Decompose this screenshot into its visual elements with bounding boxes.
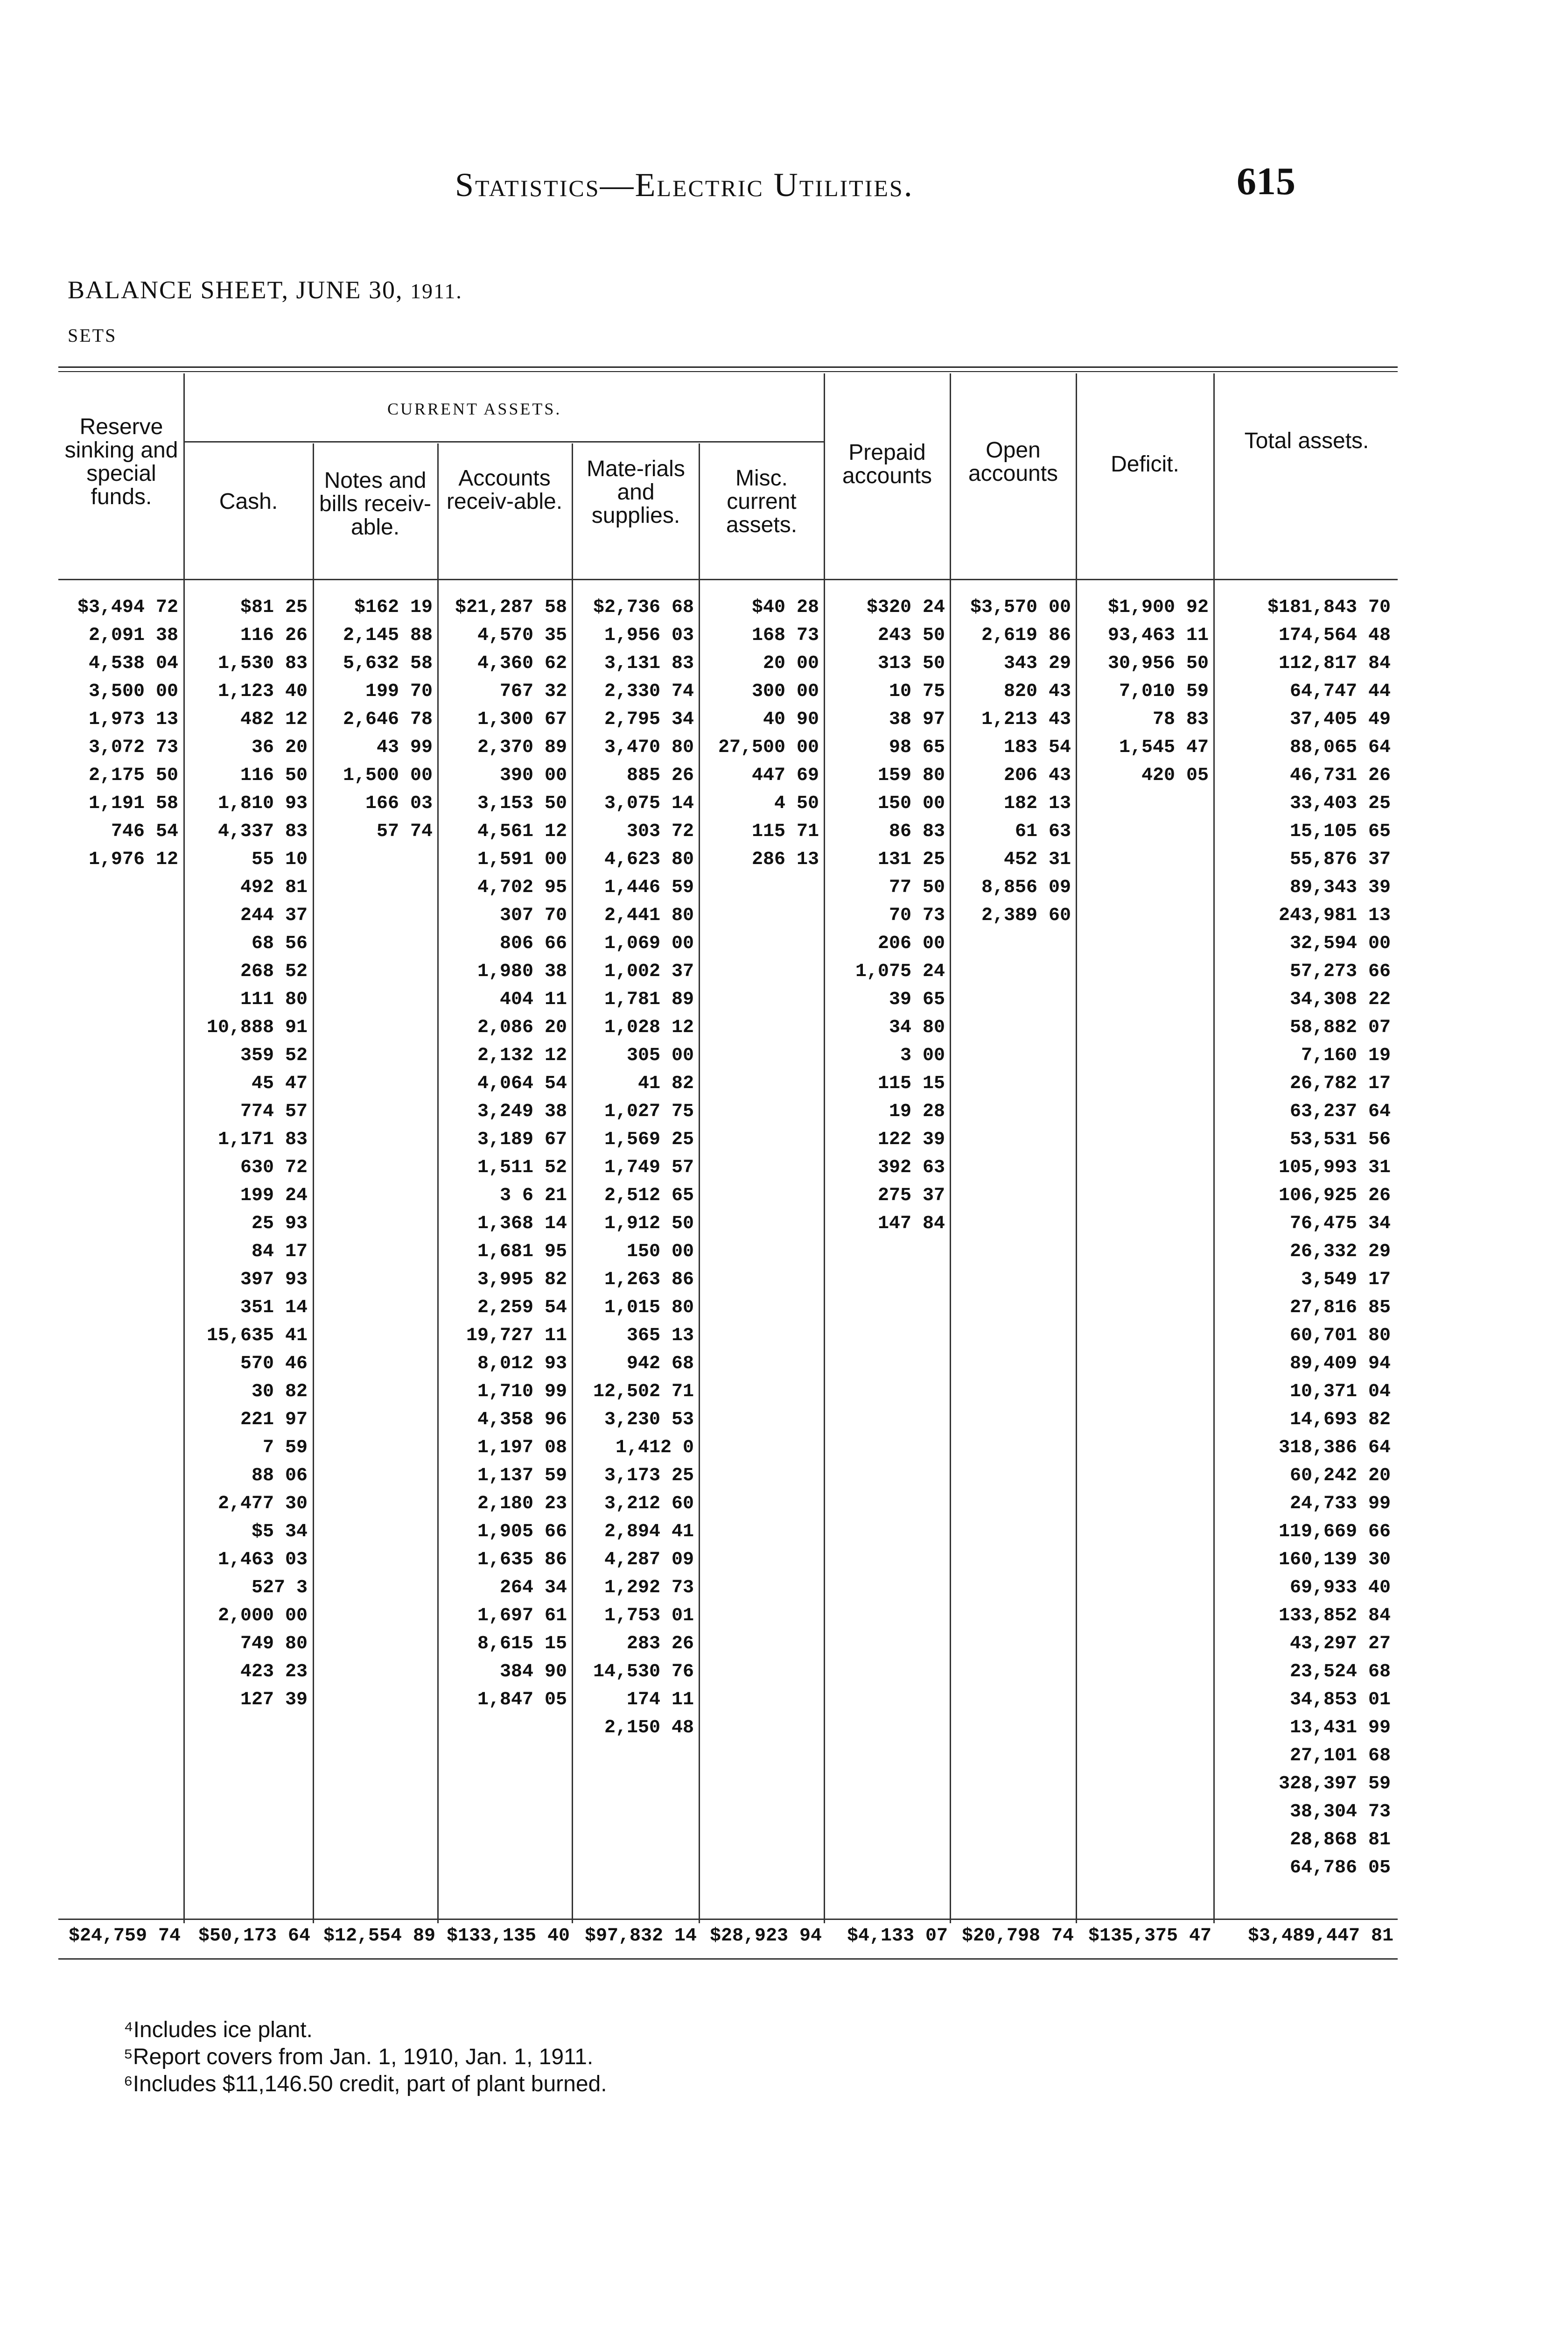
table-cell: 93,463 11 (1107, 625, 1209, 646)
table-cell: 57,273 66 (1289, 961, 1391, 982)
table-cell: 98 65 (889, 737, 945, 758)
table-cell: 199 70 (365, 681, 433, 702)
column-cash (184, 598, 311, 1914)
table-cell: 27,101 68 (1289, 1745, 1391, 1766)
table-cell: 37,405 49 (1289, 709, 1391, 730)
table-cell: 150 00 (877, 793, 945, 814)
table-cell: 43 99 (376, 737, 433, 758)
table-cell: 3,470 80 (604, 737, 694, 758)
table-cell: 133,852 84 (1278, 1605, 1391, 1626)
table-cell: 3,173 25 (604, 1465, 694, 1486)
table-cell: 39 65 (889, 989, 945, 1010)
table-cell: 243 50 (877, 625, 945, 646)
table-cell: 1,015 80 (604, 1297, 694, 1318)
table-cell: 1,446 59 (604, 877, 694, 898)
table-cell: 343 29 (1003, 653, 1071, 674)
table-cell: 1,697 61 (477, 1605, 567, 1626)
table-cell: 174 11 (626, 1689, 694, 1710)
table-cell: 64,747 44 (1289, 681, 1391, 702)
table-cell: 40 90 (763, 709, 819, 730)
column-misc (700, 598, 823, 1914)
table-cell: 3,075 14 (604, 793, 694, 814)
table-cell: 2,389 60 (981, 905, 1071, 926)
table-cell: 1,069 00 (604, 933, 694, 954)
table-cell: 89,409 94 (1289, 1353, 1391, 1374)
table-cell: 283 26 (626, 1633, 694, 1654)
table-cell: 3,153 50 (477, 793, 567, 814)
table-cell: $320 24 (866, 597, 945, 618)
top-rule (58, 366, 1398, 368)
table-cell: 26,332 29 (1289, 1241, 1391, 1262)
header-accounts (439, 467, 570, 513)
table-cell: 1,810 93 (217, 793, 308, 814)
bottom-rule (58, 1958, 1398, 1960)
table-cell: 1,710 99 (477, 1381, 567, 1402)
table-cell: 3,230 53 (604, 1409, 694, 1430)
total-cash: $50,173 64 (198, 1926, 310, 1947)
table-cell: 2,175 50 (88, 765, 178, 786)
table-cell: 4,358 96 (477, 1409, 567, 1430)
table-cell: 492 81 (240, 877, 308, 898)
header-label: Mate-rials and supplies. (587, 457, 685, 528)
table-cell: 3 00 (900, 1045, 945, 1066)
sheet-title-text: BALANCE SHEET, JUNE 30, (68, 276, 403, 304)
table-cell: 1,002 37 (604, 961, 694, 982)
table-cell: 746 54 (111, 821, 178, 842)
table-cell: 168 73 (751, 625, 819, 646)
table-cell: 55,876 37 (1289, 849, 1391, 870)
table-cell: 4,538 04 (88, 653, 178, 674)
table-cell: 275 37 (877, 1185, 945, 1206)
table-cell: 34,308 22 (1289, 989, 1391, 1010)
table-cell: 2,894 41 (604, 1521, 694, 1542)
table-cell: 70 73 (889, 905, 945, 926)
table-cell: 397 93 (240, 1269, 308, 1290)
table-cell: 1,075 24 (855, 961, 945, 982)
table-cell: 3,249 38 (477, 1101, 567, 1122)
column-accounts (439, 598, 571, 1914)
table-cell: 420 05 (1141, 765, 1209, 786)
header-label: Total assets. (1244, 429, 1369, 453)
table-cell: 8,615 15 (477, 1633, 567, 1654)
table-cell: 1,591 00 (477, 849, 567, 870)
header-misc (701, 467, 822, 537)
table-cell: 88,065 64 (1289, 737, 1391, 758)
table-cell: $40 28 (751, 597, 819, 618)
table-cell: 1,976 12 (88, 849, 178, 870)
table-cell: 1,973 13 (88, 709, 178, 730)
table-cell: 1,171 83 (217, 1129, 308, 1150)
table-cell: 305 00 (626, 1045, 694, 1066)
table-cell: 318,386 64 (1278, 1437, 1391, 1458)
table-cell: 392 63 (877, 1157, 945, 1178)
table-cell: 32,594 00 (1289, 933, 1391, 954)
table-cell: 147 84 (877, 1213, 945, 1234)
table-cell: 1,412 0 (615, 1437, 694, 1458)
table-cell: 4,064 54 (477, 1073, 567, 1094)
table-cell: 46,731 26 (1289, 765, 1391, 786)
table-cell: 1,137 59 (477, 1465, 567, 1486)
header-cash (187, 490, 310, 513)
sheet-title (68, 275, 462, 304)
table-cell: 1,635 86 (477, 1549, 567, 1570)
table-cell: 390 00 (499, 765, 567, 786)
table-cell: $162 19 (354, 597, 433, 618)
table-cell: 33,403 25 (1289, 793, 1391, 814)
total-misc: $28,923 94 (709, 1926, 822, 1947)
table-cell: 2,477 30 (217, 1493, 308, 1514)
table-cell: 105,993 31 (1278, 1157, 1391, 1178)
table-cell: 4 50 (774, 793, 819, 814)
table-cell: 1,191 58 (88, 793, 178, 814)
table-cell: 3,189 67 (477, 1129, 567, 1150)
table-cell: 2,132 12 (477, 1045, 567, 1066)
table-cell: 4,337 83 (217, 821, 308, 842)
table-cell: 116 50 (240, 765, 308, 786)
table-cell: 4,561 12 (477, 821, 567, 842)
table-cell: 820 43 (1003, 681, 1071, 702)
table-cell: 159 80 (877, 765, 945, 786)
table-cell: 24,733 99 (1289, 1493, 1391, 1514)
table-cell: 942 68 (626, 1353, 694, 1374)
table-cell: 2,086 20 (477, 1017, 567, 1038)
table-cell: 34,853 01 (1289, 1689, 1391, 1710)
table-cell: 7,010 59 (1119, 681, 1209, 702)
table-cell: 84 17 (251, 1241, 308, 1262)
table-cell: 1,530 83 (217, 653, 308, 674)
header-label: Notes and bills receiv-able. (319, 468, 432, 540)
table-cell: 27,500 00 (718, 737, 819, 758)
column-total (1215, 598, 1394, 1914)
table-cell: 4,702 95 (477, 877, 567, 898)
header-label: Open accounts (968, 438, 1058, 486)
table-cell: 1,912 50 (604, 1213, 694, 1234)
table-cell: 300 00 (751, 681, 819, 702)
header-label: Misc. current assets. (726, 466, 798, 537)
table-cell: 36 20 (251, 737, 308, 758)
table-cell: 3,212 60 (604, 1493, 694, 1514)
total-prepaid: $4,133 07 (847, 1926, 948, 1947)
table-cell: 13,431 99 (1289, 1717, 1391, 1738)
table-cell: 15,105 65 (1289, 821, 1391, 842)
table-cell: 30 82 (251, 1381, 308, 1402)
table-cell: 1,463 03 (217, 1549, 308, 1570)
table-cell: 14,693 82 (1289, 1409, 1391, 1430)
footnote: ⁴Includes ice plant. (124, 2018, 313, 2042)
table-cell: $81 25 (240, 597, 308, 618)
table-cell: 119,669 66 (1278, 1521, 1391, 1542)
table-cell: 111 80 (240, 989, 308, 1010)
table-cell: 404 11 (499, 989, 567, 1010)
table-cell: 76,475 34 (1289, 1213, 1391, 1234)
table-cell: 34 80 (889, 1017, 945, 1038)
table-cell: 7,160 19 (1301, 1045, 1391, 1066)
table-cell: 5,632 58 (343, 653, 433, 674)
table-cell: 20 00 (763, 653, 819, 674)
table-cell: 28,868 81 (1289, 1829, 1391, 1850)
total-reserve: $24,759 74 (68, 1926, 181, 1947)
table-cell: 88 06 (251, 1465, 308, 1486)
sheet-title-year: 1911. (410, 279, 462, 303)
table-cell: 55 10 (251, 849, 308, 870)
table-cell: 447 69 (751, 765, 819, 786)
table-cell: 206 00 (877, 933, 945, 954)
table-cell: 60,701 80 (1289, 1325, 1391, 1346)
table-cell: 38 97 (889, 709, 945, 730)
table-cell: 452 31 (1003, 849, 1071, 870)
table-cell: 1,213 43 (981, 709, 1071, 730)
table-cell: 303 72 (626, 821, 694, 842)
total-notes: $12,554 89 (323, 1926, 435, 1947)
table-cell: 1,847 05 (477, 1689, 567, 1710)
table-cell: 27,816 85 (1289, 1297, 1391, 1318)
table-cell: 116 26 (240, 625, 308, 646)
table-cell: 60,242 20 (1289, 1465, 1391, 1486)
table-cell: 307 70 (499, 905, 567, 926)
table-cell: 10,888 91 (206, 1017, 308, 1038)
table-cell: 115 15 (877, 1073, 945, 1094)
table-cell: 221 97 (240, 1409, 308, 1430)
table-cell: 749 80 (240, 1633, 308, 1654)
table-cell: 131 25 (877, 849, 945, 870)
table-cell: 1,905 66 (477, 1521, 567, 1542)
column-open (951, 598, 1075, 1914)
table-cell: 182 13 (1003, 793, 1071, 814)
header-open (952, 439, 1074, 485)
header-deficit (1078, 453, 1212, 476)
table-cell: 1,500 00 (343, 765, 433, 786)
table-cell: 53,531 56 (1289, 1129, 1391, 1150)
table-cell: 69,933 40 (1289, 1577, 1391, 1598)
table-cell: $1,900 92 (1107, 597, 1209, 618)
table-cell: 313 50 (877, 653, 945, 674)
table-cell: 1,027 75 (604, 1101, 694, 1122)
table-cell: $3,494 72 (77, 597, 178, 618)
table-cell: 3,995 82 (477, 1269, 567, 1290)
table-cell: 1,681 95 (477, 1241, 567, 1262)
table-cell: $181,843 70 (1267, 597, 1391, 618)
table-cell: 2,091 38 (88, 625, 178, 646)
table-cell: 8,012 93 (477, 1353, 567, 1374)
table-cell: 806 66 (499, 933, 567, 954)
table-cell: 328,397 59 (1278, 1773, 1391, 1794)
sub-heading: SETS (68, 325, 117, 346)
table-cell: 122 39 (877, 1129, 945, 1150)
table-cell: 14,530 76 (593, 1661, 694, 1682)
table-cell: 8,856 09 (981, 877, 1071, 898)
table-cell: 2,330 74 (604, 681, 694, 702)
table-cell: 1,197 08 (477, 1437, 567, 1458)
header-notes (315, 469, 435, 539)
table-cell: 527 3 (251, 1577, 308, 1598)
header-label: Accounts receiv-able. (446, 466, 563, 514)
table-cell: 2,619 86 (981, 625, 1071, 646)
total-deficit: $135,375 47 (1088, 1926, 1211, 1947)
table-cell: 2,512 65 (604, 1185, 694, 1206)
header-materials (574, 457, 698, 527)
table-cell: 106,925 26 (1278, 1185, 1391, 1206)
table-cell: 3,549 17 (1301, 1269, 1391, 1290)
table-cell: 19 28 (889, 1101, 945, 1122)
table-cell: 351 14 (240, 1297, 308, 1318)
header-reserve (63, 415, 180, 509)
table-cell: 57 74 (376, 821, 433, 842)
table-cell: 1,028 12 (604, 1017, 694, 1038)
table-cell: 2,180 23 (477, 1493, 567, 1514)
table-cell: 4,570 35 (477, 625, 567, 646)
totals-rule (58, 1919, 1398, 1920)
table-cell: 286 13 (751, 849, 819, 870)
table-cell: 12,502 71 (593, 1381, 694, 1402)
table-cell: 1,980 38 (477, 961, 567, 982)
column-prepaid (825, 598, 949, 1914)
table-cell: 4,287 09 (604, 1549, 694, 1570)
table-cell: 4,360 62 (477, 653, 567, 674)
table-cell: 885 26 (626, 765, 694, 786)
balance-sheet-table (58, 369, 1398, 1970)
table-cell: 1,511 52 (477, 1157, 567, 1178)
table-cell: 43,297 27 (1289, 1633, 1391, 1654)
table-cell: 243,981 13 (1278, 905, 1391, 926)
table-cell: 1,781 89 (604, 989, 694, 1010)
table-cell: 3,072 73 (88, 737, 178, 758)
table-cell: 10,371 04 (1289, 1381, 1391, 1402)
table-cell: 244 37 (240, 905, 308, 926)
table-cell: 38,304 73 (1289, 1801, 1391, 1822)
table-cell: 3,131 83 (604, 653, 694, 674)
table-cell: 630 72 (240, 1157, 308, 1178)
table-cell: 86 83 (889, 821, 945, 842)
table-cell: 160,139 30 (1278, 1549, 1391, 1570)
column-deficit (1077, 598, 1212, 1914)
table-cell: 23,524 68 (1289, 1661, 1391, 1682)
table-cell: 1,292 73 (604, 1577, 694, 1598)
table-cell: 7 59 (262, 1437, 308, 1458)
table-cell: 1,123 40 (217, 681, 308, 702)
table-cell: 423 23 (240, 1661, 308, 1682)
column-notes (314, 598, 436, 1914)
header-label: Prepaid accounts (842, 440, 932, 488)
page-number: 615 (1237, 160, 1295, 203)
table-cell: 206 43 (1003, 765, 1071, 786)
footnote: ⁵Report covers from Jan. 1, 1910, Jan. 1, 1911. (124, 2045, 594, 2069)
table-cell: 45 47 (251, 1073, 308, 1094)
table-cell: 30,956 50 (1107, 653, 1209, 674)
table-cell: 3,500 00 (88, 681, 178, 702)
table-cell: 365 13 (626, 1325, 694, 1346)
table-cell: 64,786 05 (1289, 1857, 1391, 1878)
table-cell: 10 75 (889, 681, 945, 702)
header-label: Cash. (219, 489, 278, 514)
table-cell: 166 03 (365, 793, 433, 814)
table-cell: 482 12 (240, 709, 308, 730)
header-prepaid (826, 441, 948, 488)
table-cell: 774 57 (240, 1101, 308, 1122)
running-title: Statistics—Electric Utilities. (455, 166, 914, 204)
table-cell: 2,145 88 (343, 625, 433, 646)
table-cell: 77 50 (889, 877, 945, 898)
table-cell: 63,237 64 (1289, 1101, 1391, 1122)
table-cell: 61 63 (1015, 821, 1071, 842)
table-cell: 174,564 48 (1278, 625, 1391, 646)
table-cell: 268 52 (240, 961, 308, 982)
table-cell: 2,259 54 (477, 1297, 567, 1318)
table-cell: 2,000 00 (217, 1605, 308, 1626)
table-cell: 41 82 (637, 1073, 694, 1094)
table-cell: 1,956 03 (604, 625, 694, 646)
table-cell: 89,343 39 (1289, 877, 1391, 898)
table-cell: 2,370 89 (477, 737, 567, 758)
header-label: Deficit. (1111, 452, 1179, 477)
table-cell: 115 71 (751, 821, 819, 842)
total-assets: $3,489,447 81 (1247, 1926, 1393, 1947)
table-cell: 1,300 67 (477, 709, 567, 730)
table-cell: $2,736 68 (593, 597, 694, 618)
table-cell: 68 56 (251, 933, 308, 954)
table-cell: 384 90 (499, 1661, 567, 1682)
table-cell: 2,441 80 (604, 905, 694, 926)
current-assets-heading: CURRENT ASSETS. (387, 400, 562, 418)
table-cell: 78 83 (1152, 709, 1209, 730)
table-cell: 19,727 11 (466, 1325, 567, 1346)
header-bottom-rule (58, 579, 1398, 580)
group-header-rule (183, 441, 824, 443)
table-cell: 58,882 07 (1289, 1017, 1391, 1038)
table-cell: 2,150 48 (604, 1717, 694, 1738)
footnote: ⁶Includes $11,146.50 credit, part of plant burned. (124, 2072, 607, 2096)
table-cell: $5 34 (251, 1521, 308, 1542)
table-cell: $21,287 58 (455, 597, 567, 618)
table-cell: 1,368 14 (477, 1213, 567, 1234)
table-cell: 199 24 (240, 1185, 308, 1206)
table-cell: 767 32 (499, 681, 567, 702)
table-cell: 1,569 25 (604, 1129, 694, 1150)
table-cell: 183 54 (1003, 737, 1071, 758)
total-materials: $97,832 14 (584, 1926, 697, 1947)
table-cell: 2,646 78 (343, 709, 433, 730)
table-cell: 4,623 80 (604, 849, 694, 870)
table-cell: 150 00 (626, 1241, 694, 1262)
table-cell: 359 52 (240, 1045, 308, 1066)
table-cell: $3,570 00 (970, 597, 1071, 618)
table-cell: 1,753 01 (604, 1605, 694, 1626)
table-cell: 3 6 21 (499, 1185, 567, 1206)
footnotes (124, 2017, 607, 2098)
table-cell: 264 34 (499, 1577, 567, 1598)
table-cell: 1,749 57 (604, 1157, 694, 1178)
total-open: $20,798 74 (961, 1926, 1074, 1947)
table-cell: 2,795 34 (604, 709, 694, 730)
total-accounts: $133,135 40 (446, 1926, 570, 1947)
table-cell: 1,263 86 (604, 1269, 694, 1290)
table-cell: 15,635 41 (206, 1325, 308, 1346)
table-cell: 570 46 (240, 1353, 308, 1374)
table-cell: 112,817 84 (1278, 653, 1391, 674)
column-reserve (58, 598, 182, 1914)
header-label: Reserve sinking and special funds. (64, 415, 178, 509)
table-cell: 1,545 47 (1119, 737, 1209, 758)
column-materials (573, 598, 698, 1914)
table-cell: 25 93 (251, 1213, 308, 1234)
header-total (1220, 429, 1393, 453)
table-cell: 127 39 (240, 1689, 308, 1710)
table-cell: 26,782 17 (1289, 1073, 1391, 1094)
